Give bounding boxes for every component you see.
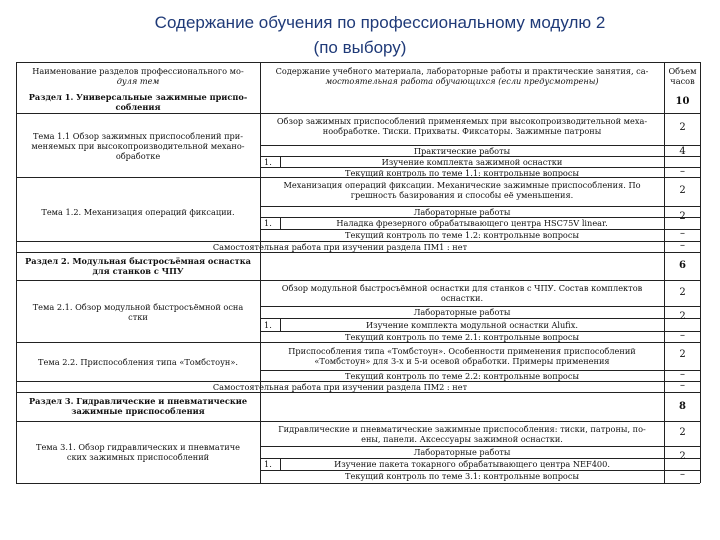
hours-cell: 2 — [679, 122, 686, 133]
header-col-content: Содержание учебного материала, лабораторные работы и практические занятия, са- мостоятельная работа обучающихся (если предусмотрены) — [275, 66, 649, 86]
control-text: Текущий контроль по теме 1.2: контрольные вопросы — [345, 230, 579, 240]
hours-cell: – — [680, 380, 685, 391]
header-col-hours: Объем часов — [668, 66, 697, 86]
lab-item: Наладка фрезерного обрабатывающего центра HSC75V linear. — [336, 218, 608, 228]
section-1-hours: 10 — [675, 96, 690, 107]
topic-3-1-content: Гидравлические и пневматические зажимные приспособления: тиски, патроны, пo- ены, панели. Аксессуары зажимной оснастки. — [278, 424, 646, 444]
hours-cell: – — [680, 330, 685, 341]
hours-cell: – — [680, 166, 685, 177]
selfwork-text: Самостоятельная работа при изучении раздела ПМ2 : нет — [212, 382, 468, 392]
topic-1-1-content: Обзор зажимных приспособлений применяемых при высокопроизводительной меха- нообработке. Тиски. Прихваты. Фиксаторы. Зажимные патроны — [276, 116, 648, 136]
topic-2-2-content: Приспособления типа «Томбстоун». Особенности применения приспособлений «Томбстоун» для 3-х и 5-и осевой обработки. Примеры применения — [288, 346, 636, 366]
hours-cell: – — [680, 240, 685, 251]
item-number: 1. — [264, 157, 272, 167]
page-subtitle: (по выбору) — [313, 38, 407, 57]
topic-1-1: Тема 1.1 Обзор зажимных приспособлений при- меняемых при высокопроизводительной механо- обработке — [31, 131, 245, 161]
lab-item: Изучение комплекта модульной оснастки Alufix. — [366, 320, 578, 330]
selfwork-text: Самостоятельная работа при изучении раздела ПМ1 : нет — [212, 242, 468, 252]
control-text: Текущий контроль по теме 2.1: контрольные вопросы — [345, 332, 579, 342]
lab-item: Изучение пакета токарного обрабатывающего центра NEF400. — [334, 459, 610, 469]
practical-works-label: Практические работы — [413, 146, 511, 156]
page-title: Содержание обучения по профессиональному модулю 2 — [154, 13, 606, 32]
topic-2-1: Тема 2.1. Обзор модульной быстросъёмной осна стки — [32, 302, 244, 322]
hours-cell: – — [680, 369, 685, 380]
section-2-title: Раздел 2. Модульная быстросъёмная оснастка для станков с ЧПУ — [25, 256, 251, 276]
header-col-sections: Наименование разделов профессионального мо- дуля тем — [32, 66, 244, 86]
hours-cell: 2 — [679, 211, 686, 222]
topic-3-1: Тема 3.1. Обзор гидравлических и пневматиче ских зажимных приспособлений — [35, 442, 240, 462]
section-1-title: Раздел 1. Универсальные зажимные приспо- собления — [28, 92, 248, 112]
section-3-title: Раздел 3. Гидравлические и пневматические зажимные приспособления — [28, 396, 248, 416]
lab-works-label: Лабораторные работы — [413, 307, 511, 317]
hours-cell: – — [680, 228, 685, 239]
topic-2-2: Тема 2.2. Приспособления типа «Томбстоун». — [38, 357, 238, 367]
hours-cell: 2 — [679, 451, 686, 462]
section-2-hours: 6 — [679, 260, 686, 271]
item-number: 1. — [264, 320, 272, 330]
hours-cell: – — [680, 469, 685, 480]
control-text: Текущий контроль по теме 3.1: контрольные вопросы — [345, 471, 579, 481]
item-number: 1. — [264, 459, 272, 469]
control-text: Текущий контроль по теме 2.2: контрольные вопросы — [345, 371, 579, 381]
topic-1-2: Тема 1.2. Механизация операций фиксации. — [41, 207, 235, 217]
hours-cell: 2 — [679, 349, 686, 360]
hours-cell: 2 — [679, 185, 686, 196]
hours-cell: 2 — [679, 427, 686, 438]
control-text: Текущий контроль по теме 1.1: контрольные вопросы — [345, 168, 579, 178]
topic-1-2-content: Механизация операций фиксации. Механические зажимные приспособления. По грешность базирования и способы её уменьшения. — [283, 180, 641, 200]
practical-item: Изучение комплекта зажимной оснастки — [381, 157, 563, 167]
hours-cell: 4 — [679, 146, 686, 157]
lab-works-label: Лабораторные работы — [413, 447, 511, 457]
lab-works-label: Лабораторные работы — [413, 207, 511, 217]
hours-cell: 2 — [679, 287, 686, 298]
item-number: 1. — [264, 218, 272, 228]
section-3-hours: 8 — [679, 401, 686, 412]
topic-2-1-content: Обзор модульной быстросъёмной оснастки для станков с ЧПУ. Состав комплектов оснастки. — [281, 283, 643, 303]
hours-cell: 2 — [679, 311, 686, 322]
